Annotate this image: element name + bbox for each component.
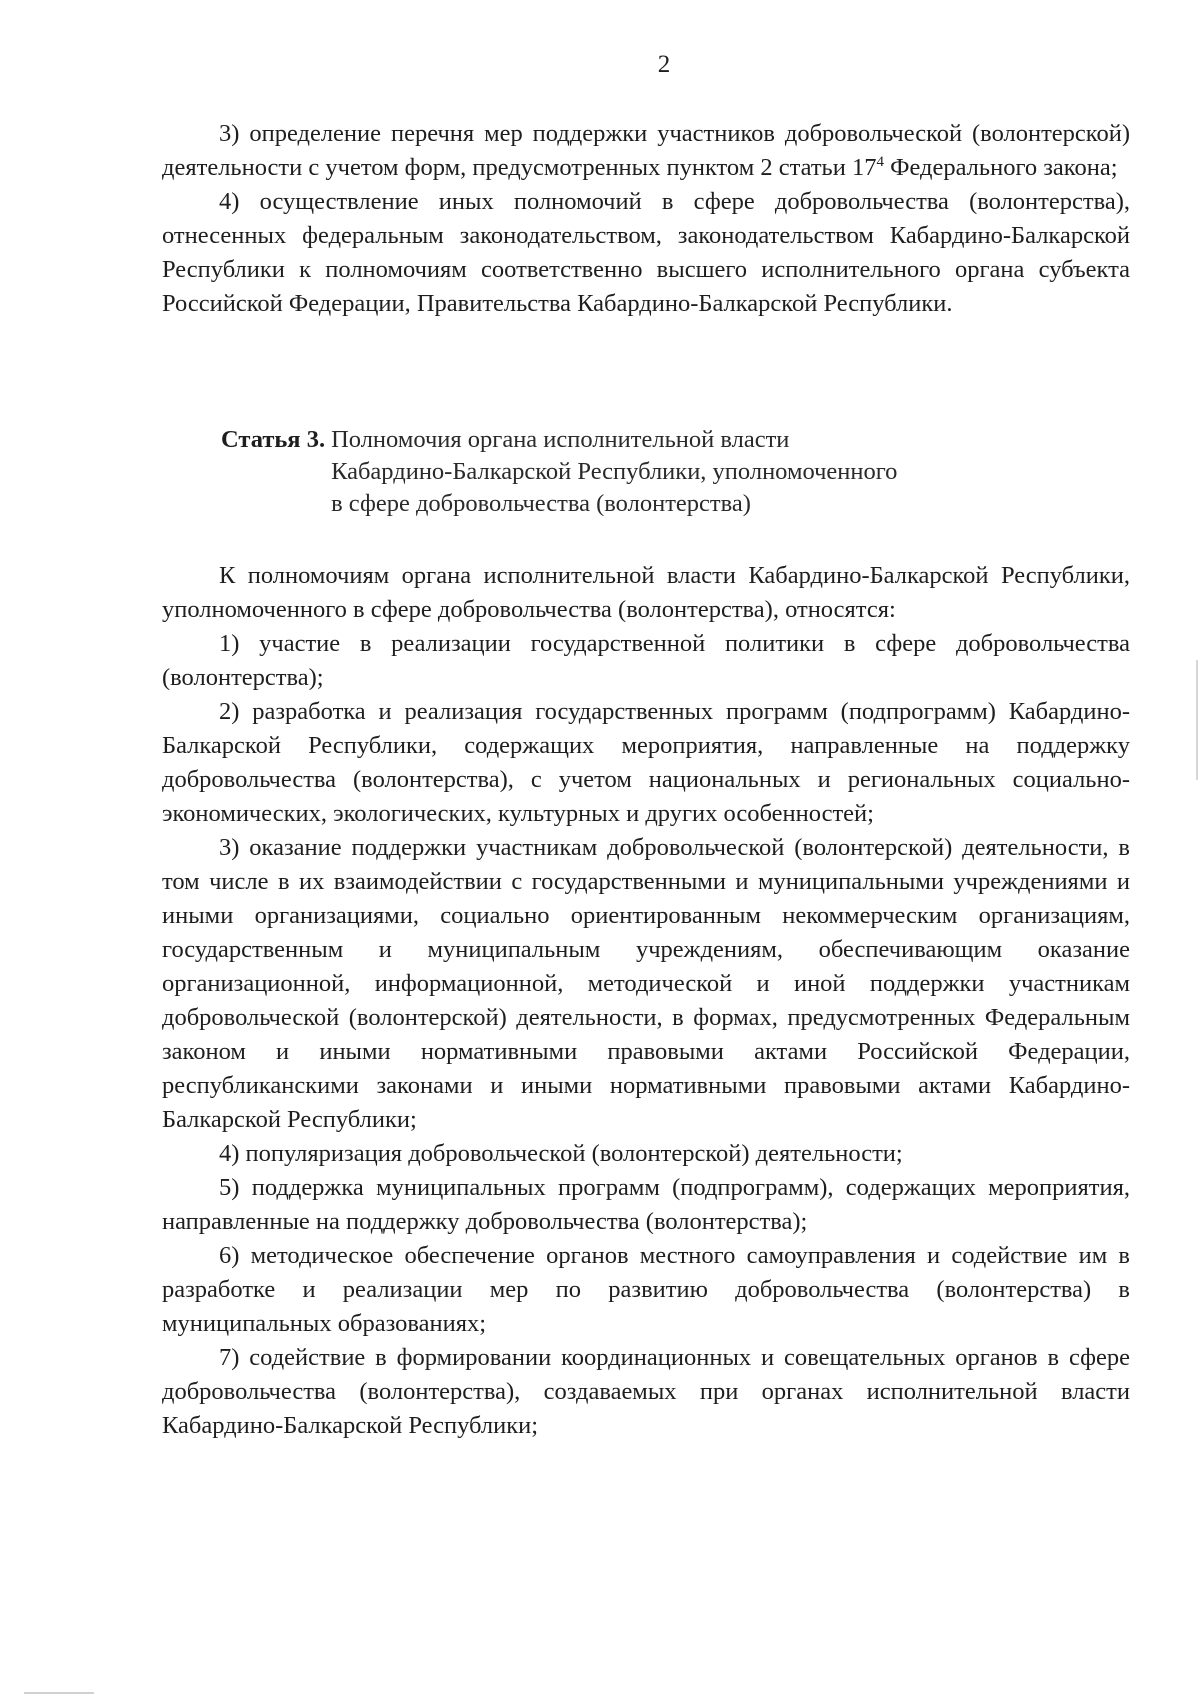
list-item: 7) содействие в формировании координационных и совещательных органов в сфере добровольчества (волонтерства), создаваемых при органах исполнительной власти Кабардино-Балкарской Республики; xyxy=(162,1344,1130,1439)
clause-3 xyxy=(162,117,1130,185)
list-item: 3) оказание поддержки участникам добровольческой (волонтерской) деятельности, в том числе в их взаимодействии с государственными и муниципальными учреждениями и иными организациями, социально ориентированным некоммерческим организациям, государственным и муниципальным учреждениям, обеспечивающим оказание организационной, информационной, методической и иной поддержки участникам добровольческой (волонтерской) деятельности, в формах, предусмотренных Федеральным законом и иными нормативными правовыми актами Российской Федерации, республиканскими законами и иными нормативными правовыми актами Кабардино-Балкарской Республики; xyxy=(162,834,1130,1133)
article-title xyxy=(331,424,897,520)
clause-3-text: 3) определение перечня мер поддержки участников добровольческой (волонтерской) деятельности с учетом форм, предусмотренных пунктом 2 статьи 17 xyxy=(162,120,1130,181)
list-item: 5) поддержка муниципальных программ (подпрограмм), содержащих мероприятия, направленные на поддержку добровольчества (волонтерства); xyxy=(162,1174,1130,1235)
article-heading xyxy=(221,424,897,520)
article-label: Статья 3. xyxy=(221,426,326,453)
article-title-line: в сфере добровольчества (волонтерства) xyxy=(331,490,751,517)
list-item: 4) популяризация добровольческой (волонтерской) деятельности; xyxy=(219,1140,903,1167)
scan-edge-mark xyxy=(24,1692,94,1694)
top-clauses xyxy=(162,117,1130,321)
clause-3-tail: Федерального закона; xyxy=(883,154,1118,181)
list-item: 2) разработка и реализация государственных программ (подпрограмм) Кабардино-Балкарской Республики, содержащих мероприятия, направленные на поддержку добровольчества (волонтерства), с учетом национальных и региональных социально-экономических, экологических, культурных и других особенностей; xyxy=(162,698,1130,827)
article-body xyxy=(162,559,1130,1443)
article-intro: К полномочиям органа исполнительной власти Кабардино-Балкарской Республики, уполномоченного в сфере добровольчества (волонтерства), относятся: xyxy=(162,562,1130,623)
article-title-line: Полномочия органа исполнительной власти xyxy=(331,426,790,453)
article-title-line: Кабардино-Балкарской Республики, уполномоченного xyxy=(331,458,898,485)
clause-3-superscript: 4 xyxy=(876,154,884,170)
clause-4: 4) осуществление иных полномочий в сфере добровольчества (волонтерства), отнесенных федеральным законодательством, законодательством Кабардино-Балкарской Республики к полномочиям соответственно высшего исполнительного органа субъекта Российской Федерации, Правительства Кабардино-Балкарской Республики. xyxy=(162,188,1130,317)
page-number: 2 xyxy=(657,51,671,78)
list-item: 1) участие в реализации государственной политики в сфере добровольчества (волонтерства); xyxy=(162,630,1130,691)
scan-edge-mark xyxy=(1196,660,1198,780)
list-item: 6) методическое обеспечение органов местного самоуправления и содействие им в разработке и реализации мер по развитию добровольчества (волонтерства) в муниципальных образованиях; xyxy=(162,1242,1130,1337)
